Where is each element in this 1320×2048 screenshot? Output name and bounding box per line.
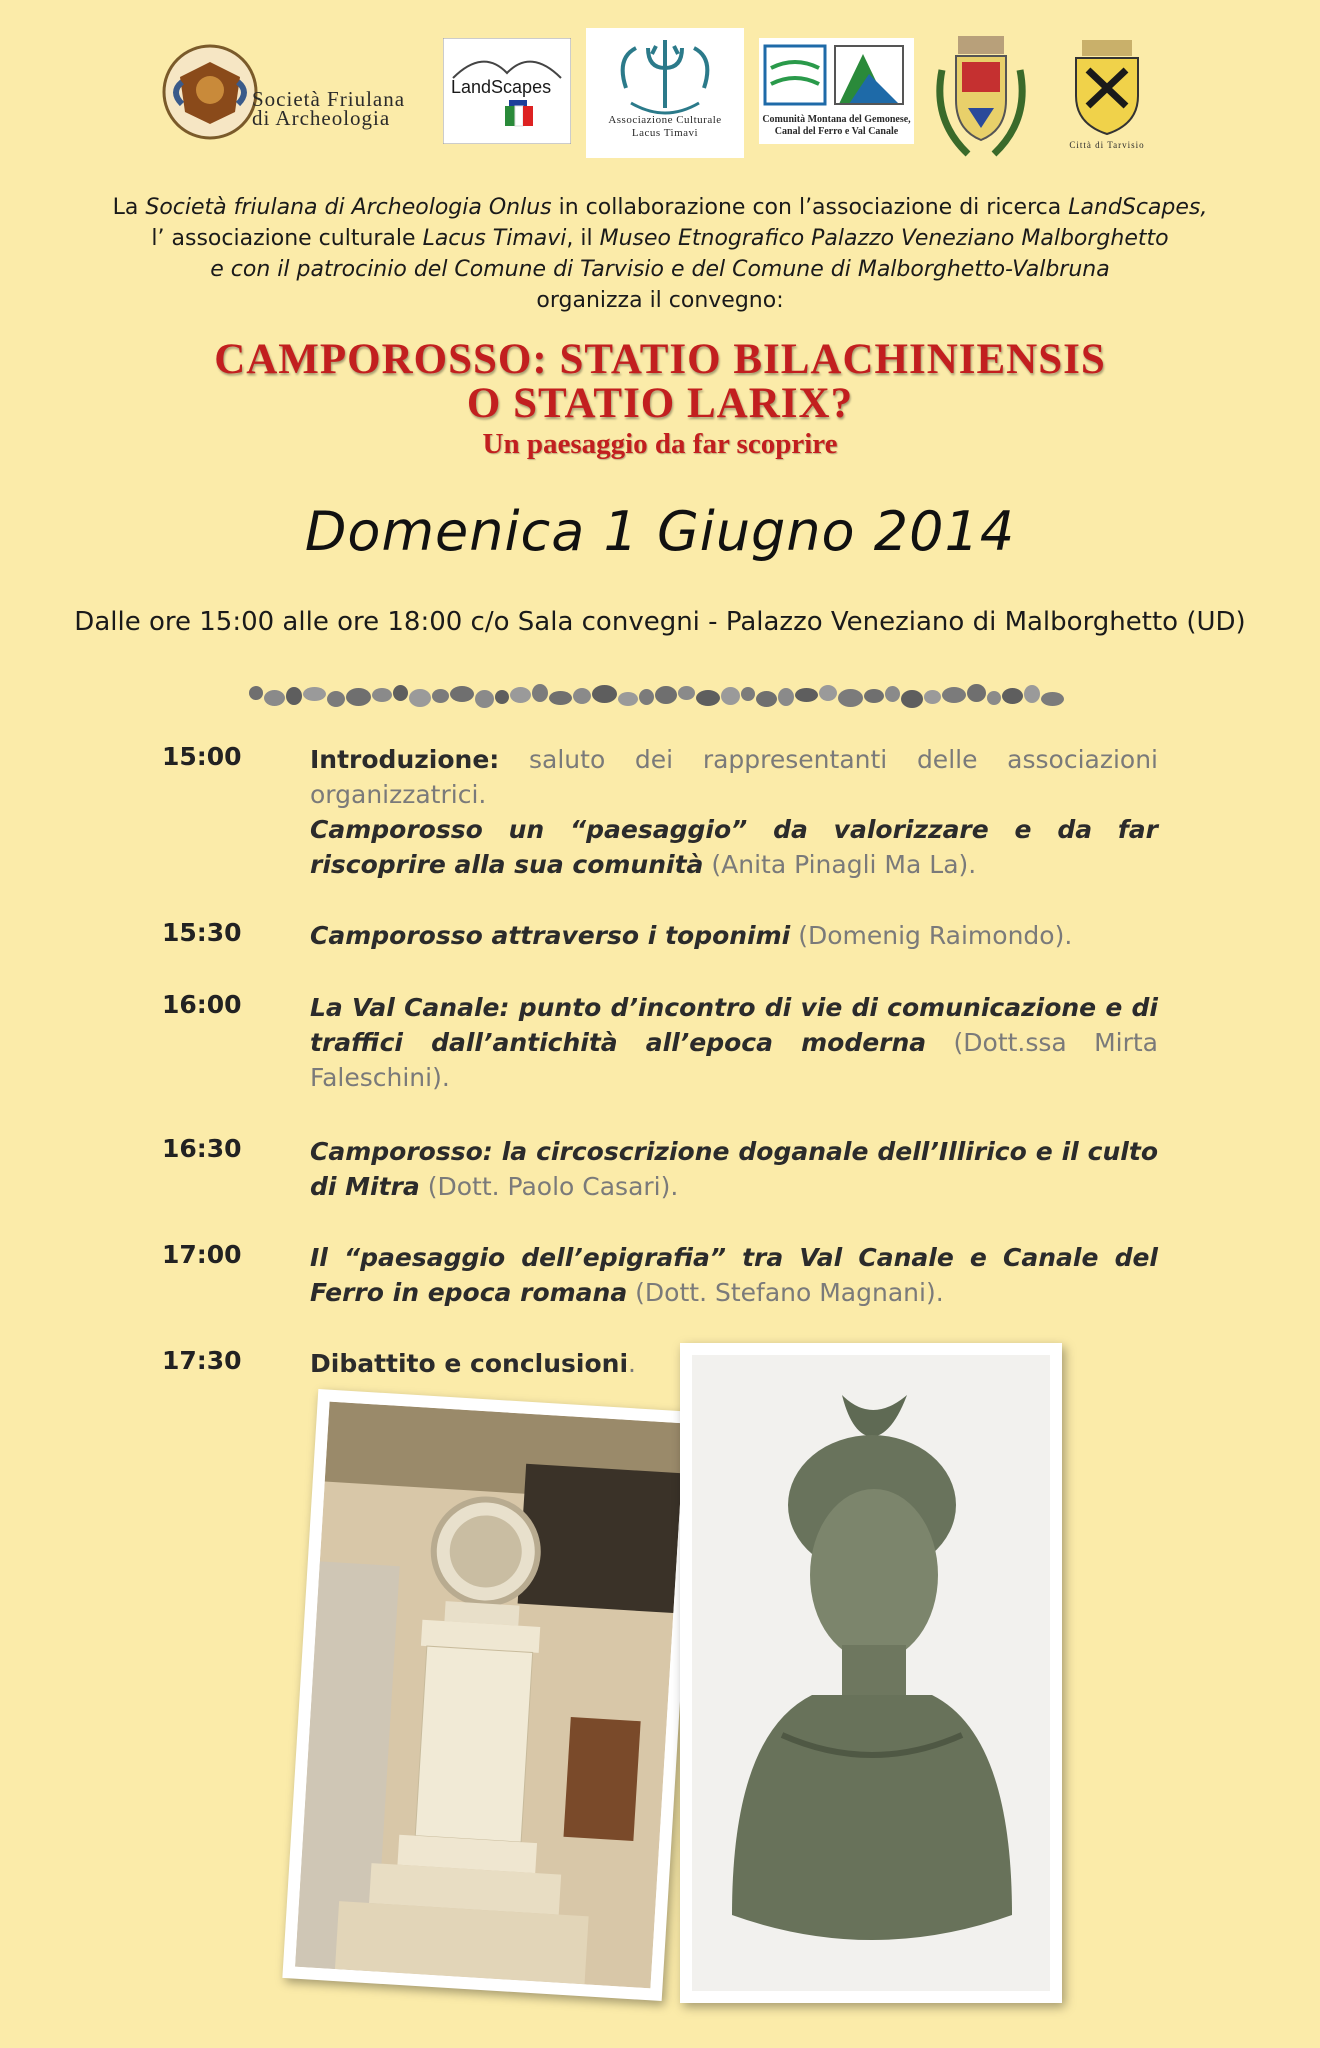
program-time: 16:00 [162,990,242,1019]
bust-image-icon [692,1355,1050,1991]
stone-shape [475,690,494,708]
program-desc: Dibattito e conclusioni. [310,1349,636,1378]
landscapes-name: LandScapes [451,77,552,97]
altar-image-icon [295,1402,685,1989]
stone-shape [741,687,755,701]
program-time: 17:00 [162,1240,242,1269]
sfa-emblem-icon [160,42,260,142]
stone-shape [573,688,591,704]
logo-row [150,38,1170,168]
stone-shape [303,687,326,701]
stone-shape [450,686,474,702]
stone-shape [327,691,345,707]
stone-shape [549,691,572,705]
stone-shape [346,688,371,706]
sfa-name-line1: Società Friulana [252,87,406,111]
conference-title [60,338,1260,462]
stones-icon [245,680,1075,712]
program-desc: Camporosso attraverso i toponimi (Domenig Raimondo). [310,921,1073,950]
stone-shape [372,688,392,702]
program-desc: La Val Canale: punto d’incontro di vie di comunicazione e di traffici dall’antichità all’epoca moderna (Dott.ssa Mirta Faleschini). [310,993,1158,1092]
tarvisio-crest [1068,36,1146,156]
stone-shape [819,685,837,701]
altar-photo [282,1389,697,2001]
program-time: 17:30 [162,1346,242,1375]
intro-line-4: organizza il convegno: [536,288,784,313]
program-time: 15:00 [162,742,242,771]
sfa-name-line2: di Archeologia [252,106,391,130]
stone-shape [286,687,302,705]
sfa-logo [160,42,450,142]
stone-divider [245,680,1075,717]
tarvisio-name: Città di Tarvisio [1069,140,1145,150]
program-desc: Introduzione: saluto dei rappresentanti delle associazioni organizzatrici. Camporosso un “paesaggio” da valorizzare e da far riscoprire alla sua comunità (Anita Pinagli Ma La). [310,745,1158,879]
stone-shape [987,691,1001,705]
stone-shape [1041,692,1064,706]
stone-shape [778,688,794,706]
intro-line-3: e con il patrocinio del Comune di Tarvisio e del Comune di Malborghetto-Valbruna [210,257,1110,282]
stone-shape [592,685,617,703]
title-line-2: O STATIO LARIX? [466,380,854,427]
stone-shape [1002,688,1023,704]
org-lacus-timavi: Lacus Timavi [422,226,567,251]
intro-line-2: l’ associazione culturale Lacus Timavi, il Museo Etnografico Palazzo Veneziano Malborghetto [151,226,1169,251]
stone-shape [655,686,677,704]
stone-shape [795,688,818,702]
stone-shape [249,686,263,700]
stone-shape [967,684,986,702]
landscapes-logo [443,38,571,144]
stone-shape [721,687,740,705]
stone-shape [432,689,449,703]
tarvisio-crest-icon [1068,36,1146,156]
stone-shape [532,684,548,702]
program-time: 16:30 [162,1134,242,1163]
lacus-line2: Lacus Timavi [631,127,699,139]
org-sfa: Società friulana di Archeologia Onlus [145,195,552,220]
malborghetto-crest [928,30,1034,166]
stone-shape [885,686,900,702]
title-subtitle: Un paesaggio da far scoprire [482,428,838,460]
stone-shape [924,690,941,704]
stone-shape [901,690,923,708]
org-museo: Museo Etnografico Palazzo Veneziano Malborghetto [599,226,1169,251]
stone-shape [639,689,654,705]
comunita-montana-logo [759,38,914,144]
program-desc: Il “paesaggio dell’epigrafia” tra Val Canale e Canale del Ferro in epoca romana (Dott. Stefano Magnani). [310,1243,1158,1307]
stone-shape [756,691,777,707]
stone-shape [864,689,884,703]
event-venue: Dalle ore 15:00 alle ore 18:00 c/o Sala convegni - Palazzo Veneziano di Malborghetto (UD) [74,607,1246,637]
lacus-timavi-logo [586,28,744,158]
comunita-line1: Comunità Montana del Gemonese, [762,114,911,125]
stone-shape [838,689,863,707]
title-line-1: CAMPOROSSO: STATIO BILACHINIENSIS [214,336,1106,383]
crest-icon [928,30,1034,166]
stone-shape [264,690,285,706]
stone-shape [393,685,408,701]
stone-shape [510,687,531,703]
program-desc: Camporosso: la circoscrizione doganale dell’Illirico e il culto di Mitra (Dott. Paolo Casari). [310,1137,1158,1201]
stone-shape [678,686,695,700]
bust-photo [680,1343,1062,2003]
stone-shape [942,687,966,703]
stone-shape [618,692,638,706]
event-date: Domenica 1 Giugno 2014 [304,500,1016,563]
org-landscapes: LandScapes, [1068,195,1208,220]
comunita-line2: Canal del Ferro e Val Canale [774,126,899,137]
lacus-line1: Associazione Culturale [608,114,722,126]
intro-line-1: La Società friulana di Archeologia Onlus in collaborazione con l’associazione di ricerca LandScapes, [112,195,1208,220]
program-time: 15:30 [162,918,242,947]
intro-paragraph [60,192,1260,316]
stone-shape [495,690,509,704]
stone-shape [409,689,431,707]
stone-shape [1024,685,1040,703]
stone-shape [696,690,720,706]
